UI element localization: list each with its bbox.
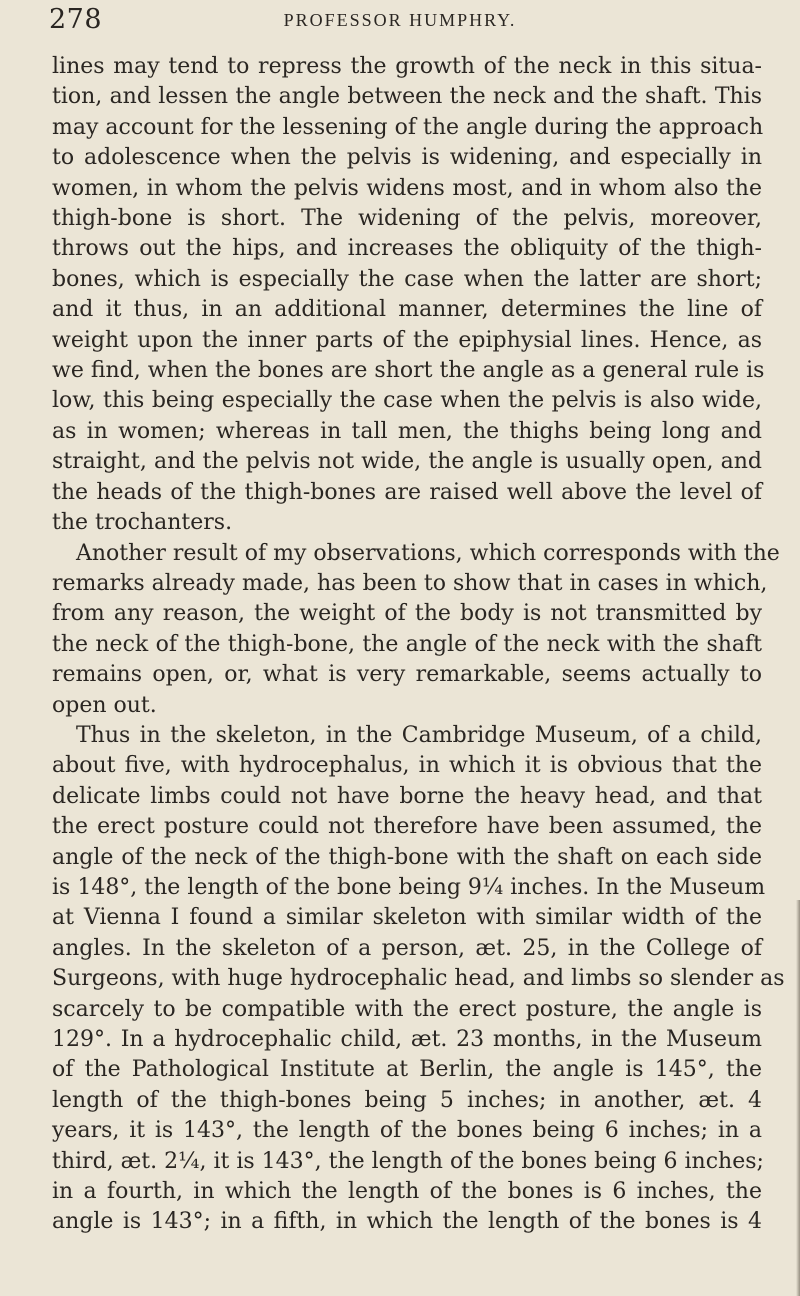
running-head: PROFESSOR HUMPHRY. — [283, 10, 517, 30]
text-line: from any reason, the weight of the body is not transmitted by — [52, 601, 762, 627]
text-line: low, this being especially the case when the pelvis is also wide, — [52, 388, 762, 414]
text-line: and it thus, in an additional manner, determines the line of — [52, 297, 762, 323]
text-line: women, in whom the pelvis widens most, and in whom also the — [52, 175, 762, 201]
text-line: angle of the neck of the thigh-bone with the shaft on each side — [52, 844, 762, 870]
text-line: third, æt. 2¼, it is 143°, the length of the bones being 6 inches; — [52, 1148, 764, 1174]
text-line: angles. In the skeleton of a person, æt. 25, in the College of — [52, 935, 762, 961]
text-line: angle is 143°; in a fifth, in which the length of the bones is 4 — [52, 1209, 762, 1235]
text-line: length of the thigh-bones being 5 inches; in another, æt. 4 — [52, 1087, 762, 1113]
text-line: as in women; whereas in tall men, the thighs being long and — [52, 418, 762, 444]
text-line: tion, and lessen the angle between the neck and the shaft. This — [52, 84, 762, 110]
text-line: scarcely to be compatible with the erect posture, the angle is — [52, 996, 762, 1022]
paragraph-end-line: open out. — [52, 692, 157, 718]
paragraph-start-line: Another result of my observations, which corresponds with the — [76, 540, 780, 566]
paragraph-end-line: the trochanters. — [52, 510, 233, 536]
text-line: about five, with hydrocephalus, in which it is obvious that the — [52, 753, 762, 779]
text-line: remains open, or, what is very remarkable, seems actually to — [52, 662, 762, 688]
paragraph-start-line: Thus in the skeleton, in the Cambridge Museum, of a child, — [76, 722, 762, 748]
text-line: weight upon the inner parts of the epiphysial lines. Hence, as — [52, 327, 762, 353]
text-line: is 148°, the length of the bone being 9¼ inches. In the Museum — [52, 874, 766, 900]
text-line: years, it is 143°, the length of the bones being 6 inches; in a — [52, 1118, 762, 1144]
text-line: lines may tend to repress the growth of the neck in this situa- — [52, 54, 762, 79]
page-number: 278 — [49, 4, 103, 35]
text-line: remarks already made, has been to show that in cases in which, — [52, 570, 768, 596]
text-line: may account for the lessening of the angle during the approach — [52, 114, 764, 140]
text-line: the neck of the thigh-bone, the angle of the neck with the shaft — [52, 631, 762, 657]
text-line: straight, and the pelvis not wide, the angle is usually open, and — [52, 449, 762, 475]
text-line: delicate limbs could not have borne the heavy head, and that — [52, 783, 762, 809]
text-line: we find, when the bones are short the angle as a general rule is — [52, 358, 765, 384]
body-text — [52, 52, 785, 1238]
text-line: to adolescence when the pelvis is widening, and especially in — [52, 145, 762, 171]
text-line: at Vienna I found a similar skeleton with similar width of the — [52, 905, 762, 931]
text-line: thigh-bone is short. The widening of the pelvis, moreover, — [52, 206, 762, 232]
text-line: the heads of the thigh-bones are raised well above the level of — [52, 479, 762, 505]
text-line: Surgeons, with huge hydrocephalic head, and limbs so slender as — [52, 966, 785, 992]
text-line: in a fourth, in which the length of the bones is 6 inches, the — [52, 1179, 762, 1205]
text-line: the erect posture could not therefore have been assumed, the — [52, 814, 762, 840]
text-line: bones, which is especially the case when the latter are short; — [52, 266, 762, 292]
text-line: of the Pathological Institute at Berlin, the angle is 145°, the — [52, 1057, 762, 1083]
text-line: throws out the hips, and increases the obliquity of the thigh- — [52, 236, 762, 262]
text-line: 129°. In a hydrocephalic child, æt. 23 months, in the Museum — [52, 1027, 762, 1052]
page-edge-shadow — [796, 900, 800, 1296]
